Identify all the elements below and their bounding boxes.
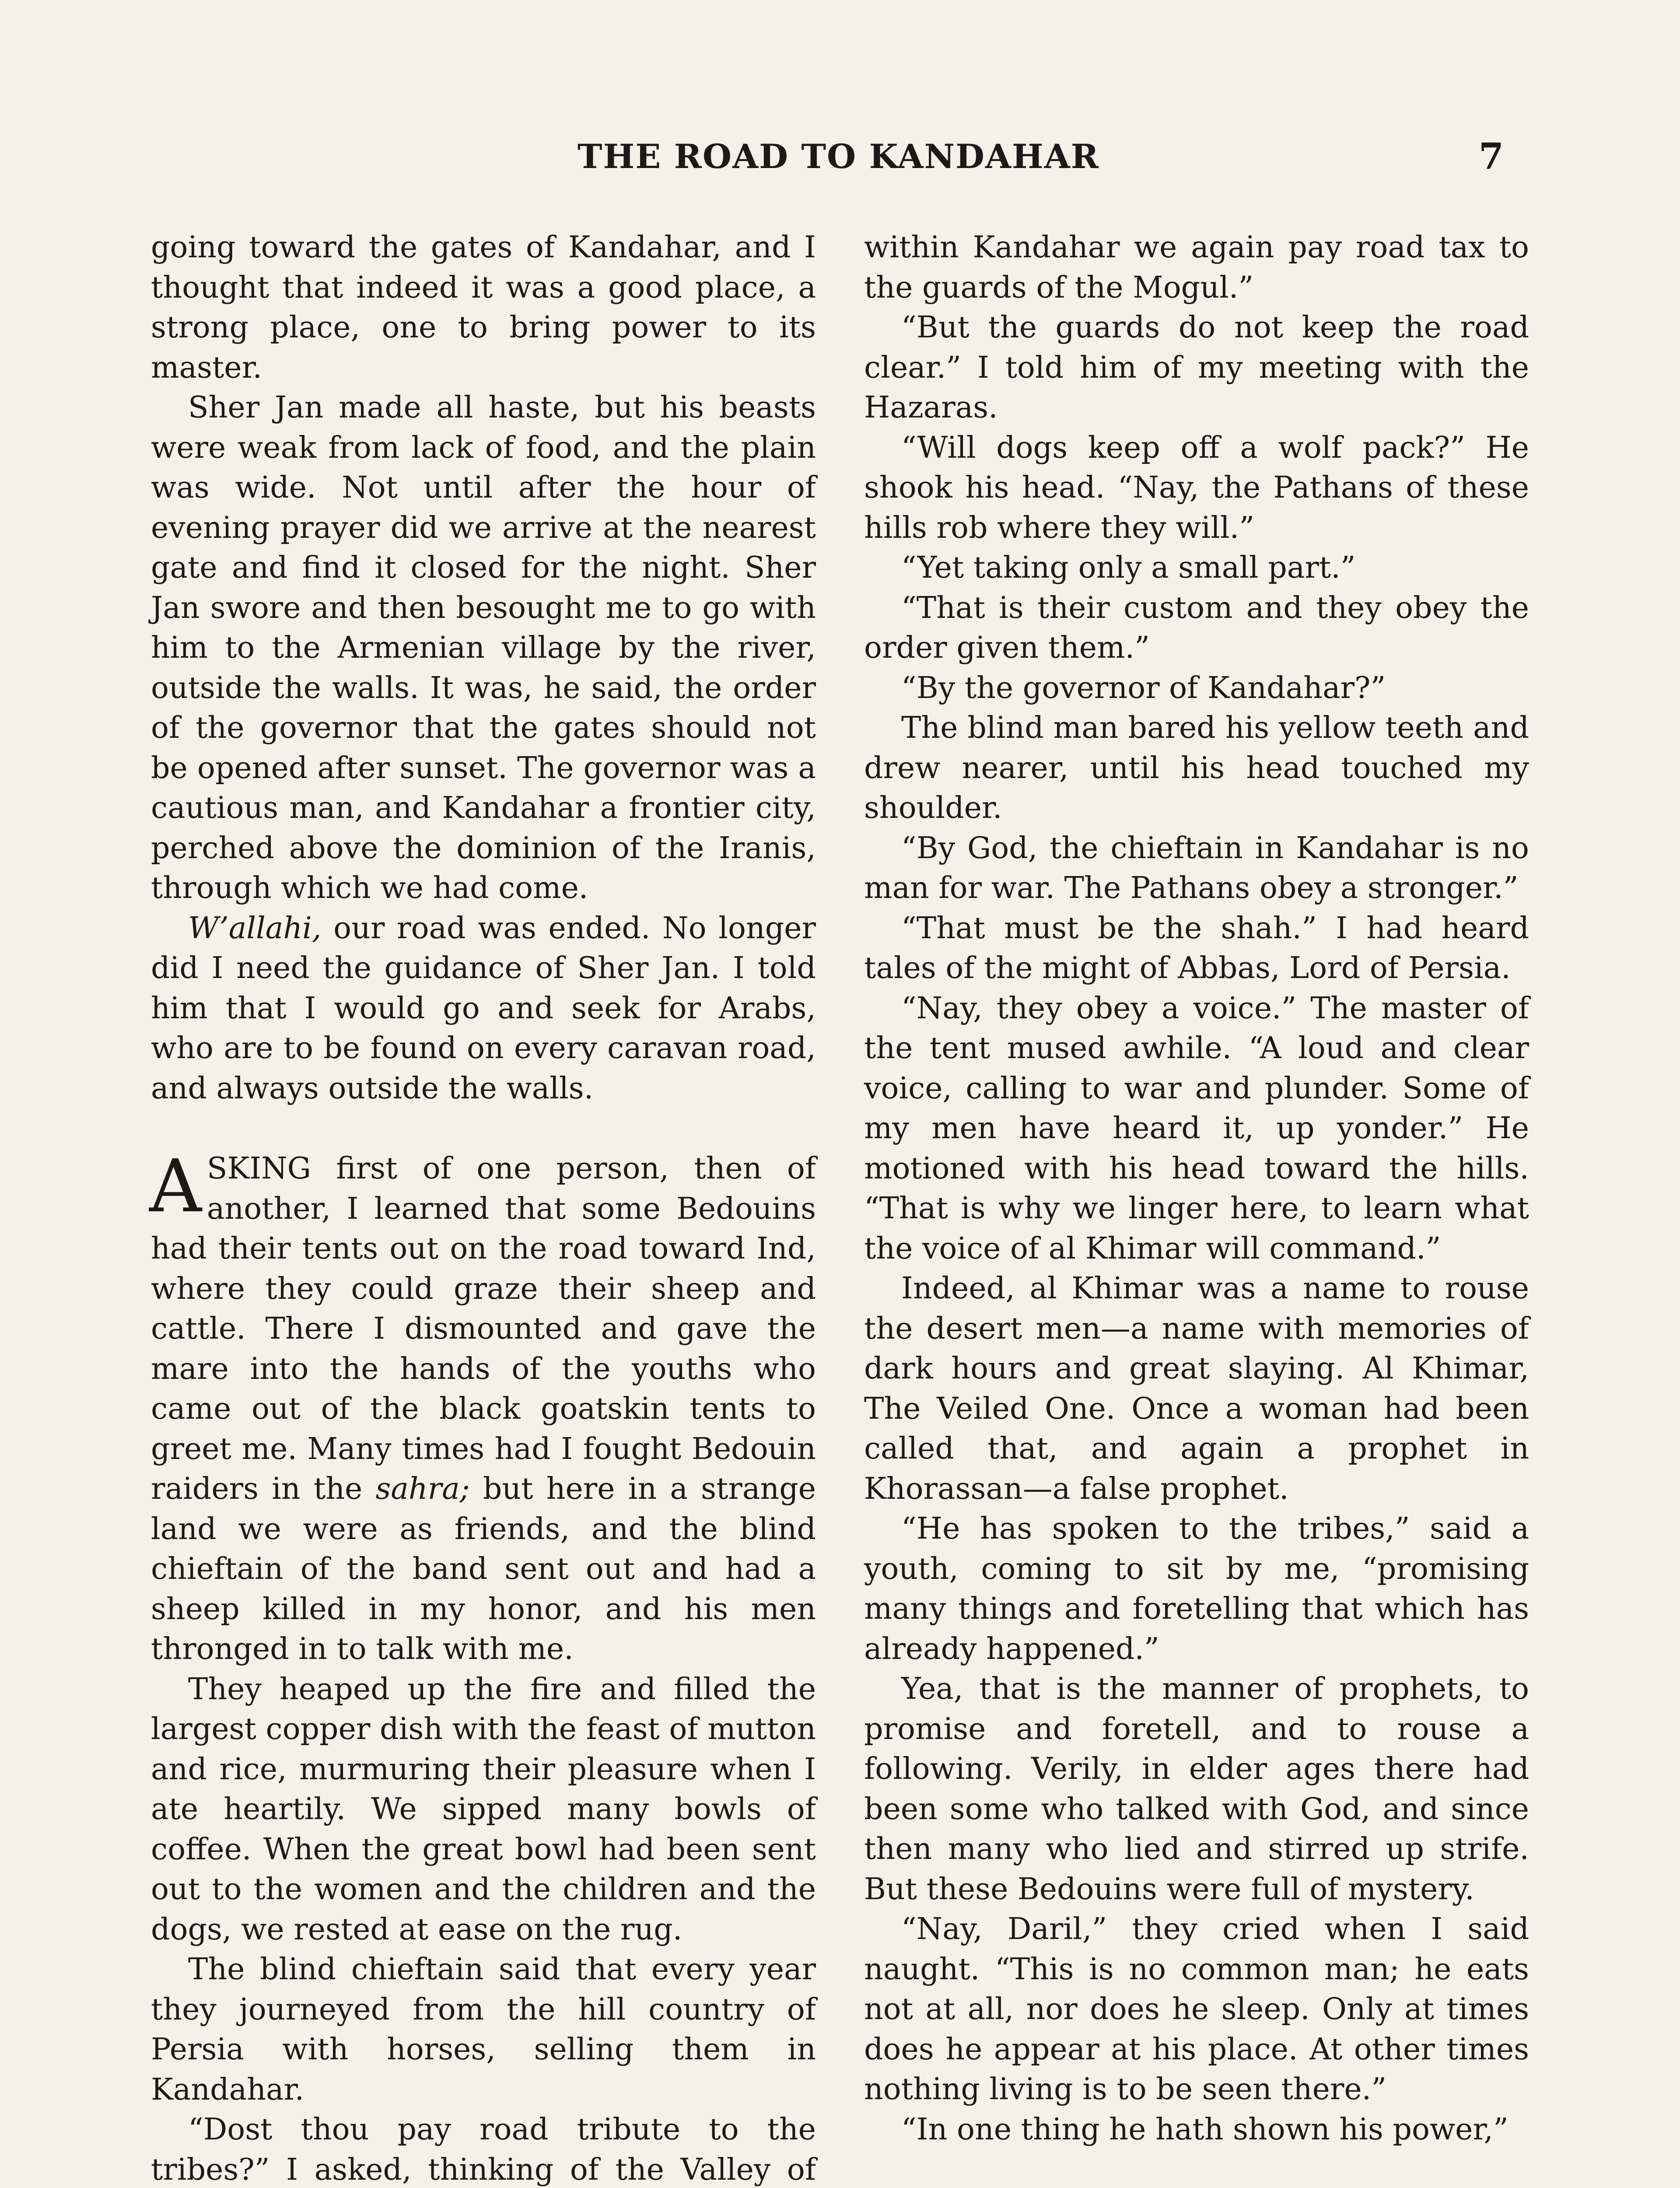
page-number: 7 xyxy=(1479,136,1504,178)
paragraph: “Dost thou pay road tribute to the tribes?” I asked, thinking of the Valley of xyxy=(151,2112,816,2187)
paragraph: “Nay, they obey a voice.” The master of the tent mused awhile. “A loud and clear voice, calling to war and plunder. Some of my men have heard it, up yonder.” He motioned with his head toward the hills. “That is why we linger here, to learn what the voice of al Khimar will command.” xyxy=(864,991,1529,1266)
paragraph: “By God, the chieftain in Kandahar is no man for war. The Pathans obey a stronger.” xyxy=(864,831,1529,905)
paragraph: “In one thing he hath shown his power,” xyxy=(901,2112,1508,2147)
paragraph: The blind man bared his yellow teeth and drew nearer, until his head touched my shoulder. xyxy=(864,711,1529,825)
paragraph xyxy=(151,908,816,1109)
paragraph: “That is their custom and they obey the order given them.” xyxy=(864,590,1529,665)
paragraph: “Nay, Daril,” they cried when I said naught. “This is no common man; he eats not at all, nor does he sleep. Only at times does he appear at his place. At other times nothing living is to be seen there.” xyxy=(864,1912,1529,2107)
paragraph: “Yet taking only a small part.” xyxy=(901,551,1356,585)
paragraph: Indeed, al Khimar was a name to rouse the desert men—a name with memories of dark hours and great slaying. Al Khimar, The Veiled One. Once a woman had been called that, and again a prophet in Khorassan—a false prophet. xyxy=(864,1271,1529,1506)
paragraph-text: but here in a strange land we were as friends, and the blind chieftain of the band sent out and had a sheep killed in my honor, and his men thronged in to talk with me. xyxy=(151,1472,816,1666)
paragraph: within Kandahar we again pay road tax to the guards of the Mogul.” xyxy=(864,230,1529,305)
running-title: THE ROAD TO KANDAHAR xyxy=(578,137,1099,176)
right-column xyxy=(864,228,1529,2149)
paragraph-text: our road was ended. No longer did I need the guidance of Sher Jan. I told him that I would go and seek for Arabs, who are to be found on every caravan road, and always outside the walls. xyxy=(151,911,816,1106)
paragraph: “He has spoken to the tribes,” said a youth, coming to sit by me, “promising many things and foretelling that which has already happened.” xyxy=(864,1511,1529,1666)
paragraph: Sher Jan made all haste, but his beasts were weak from lack of food, and the plain was wide. Not until after the hour of evening prayer did we arrive at the nearest gate and find it closed for the night. Sher Jan swore and then besought me to go with him to the Armenian village by the river, outside the walls. It was, he said, the order of the governor that the gates should not be opened after sunset. The governor was a cautious man, and Kandahar a frontier city, perched above the dominion of the Iranis, through which we had come. xyxy=(151,390,816,905)
section-opening-paragraph xyxy=(149,1144,816,1669)
paragraph: “By the governor of Kandahar?” xyxy=(901,670,1386,705)
paragraph: going toward the gates of Kandahar, and I thought that indeed it was a good place, a strong place, one to bring power to its master. xyxy=(151,230,816,385)
drop-cap: A xyxy=(149,1144,202,1229)
paragraph: “Will dogs keep off a wolf pack?” He shook his head. “Nay, the Pathans of these hills rob where they will.” xyxy=(864,430,1529,545)
paragraph-text: SKING first of one person, then of another, I learned that some Bedouins had their tents out on the road toward Ind, where they could graze their sheep and cattle. There I dismounted and gave the mare into the hands of the youths who came out of the black goatskin tents to greet me. Many times had I fought Bedouin raiders in the xyxy=(151,1151,816,1506)
running-header xyxy=(0,130,1680,183)
left-column xyxy=(151,228,816,2188)
paragraph: “But the guards do not keep the road clear.” I told him of my meeting with the Hazaras. xyxy=(864,310,1529,425)
paragraph: Yea, that is the manner of prophets, to promise and foretell, and to rouse a following. Verily, in elder ages there had been some who talked with God, and since then many who lied and stirred up strife. But these Bedouins were full of mystery. xyxy=(864,1672,1529,1907)
italic-phrase: W’allahi, xyxy=(188,911,322,946)
paragraph: They heaped up the fire and filled the largest copper dish with the feast of mutton and rice, murmuring their pleasure when I ate heartily. We sipped many bowls of coffee. When the great bowl had been sent out to the women and the children and the dogs, we rested at ease on the rug. xyxy=(151,1672,816,1947)
paragraph: The blind chieftain said that every year they journeyed from the hill country of Persia with horses, selling them in Kandahar. xyxy=(151,1952,816,2107)
paragraph: “That must be the shah.” I had heard tales of the might of Abbas, Lord of Persia. xyxy=(864,911,1529,985)
italic-word: sahra; xyxy=(375,1472,470,1506)
